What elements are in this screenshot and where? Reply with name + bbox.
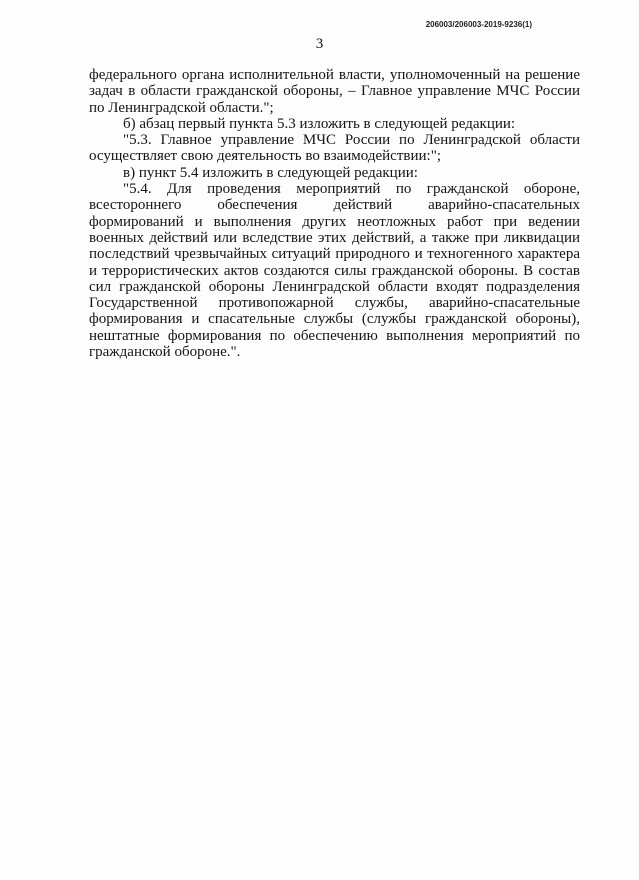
document-body bbox=[89, 67, 580, 360]
document-id: 206003/206003-2019-9236(1) bbox=[425, 20, 532, 29]
paragraph-clause-5-3: "5.3. Главное управление МЧС России по Ленинградской области осуществляет свою деятельность во взаимодействии:"; bbox=[89, 132, 580, 165]
paragraph-continuation: федерального органа исполнительной власти, уполномоченный на решение задач в области гражданской обороны, – Главное управление МЧС России по Ленинградской области."; bbox=[89, 67, 580, 116]
paragraph-clause-5-4: "5.4. Для проведения мероприятий по гражданской обороне, всестороннего обеспечения действий аварийно-спасательных формирований и выполнения других неотложных работ при ведении военных действий или вследствие этих действий, а также при ликвидации последствий чрезвычайных ситуаций природного и техногенного характера и террористических актов создаются силы гражданской обороны. В состав сил гражданской обороны Ленинградской области входят подразделения Государственной противопожарной службы, аварийно-спасательные формирования и спасательные службы (службы гражданской обороны), нештатные формирования по обеспечению выполнения мероприятий по гражданской обороне.". bbox=[89, 181, 580, 361]
paragraph-subitem-v: в) пункт 5.4 изложить в следующей редакции: bbox=[123, 164, 418, 181]
page-number: 3 bbox=[315, 36, 324, 52]
paragraph-subitem-b: б) абзац первый пункта 5.3 изложить в следующей редакции: bbox=[123, 115, 516, 132]
